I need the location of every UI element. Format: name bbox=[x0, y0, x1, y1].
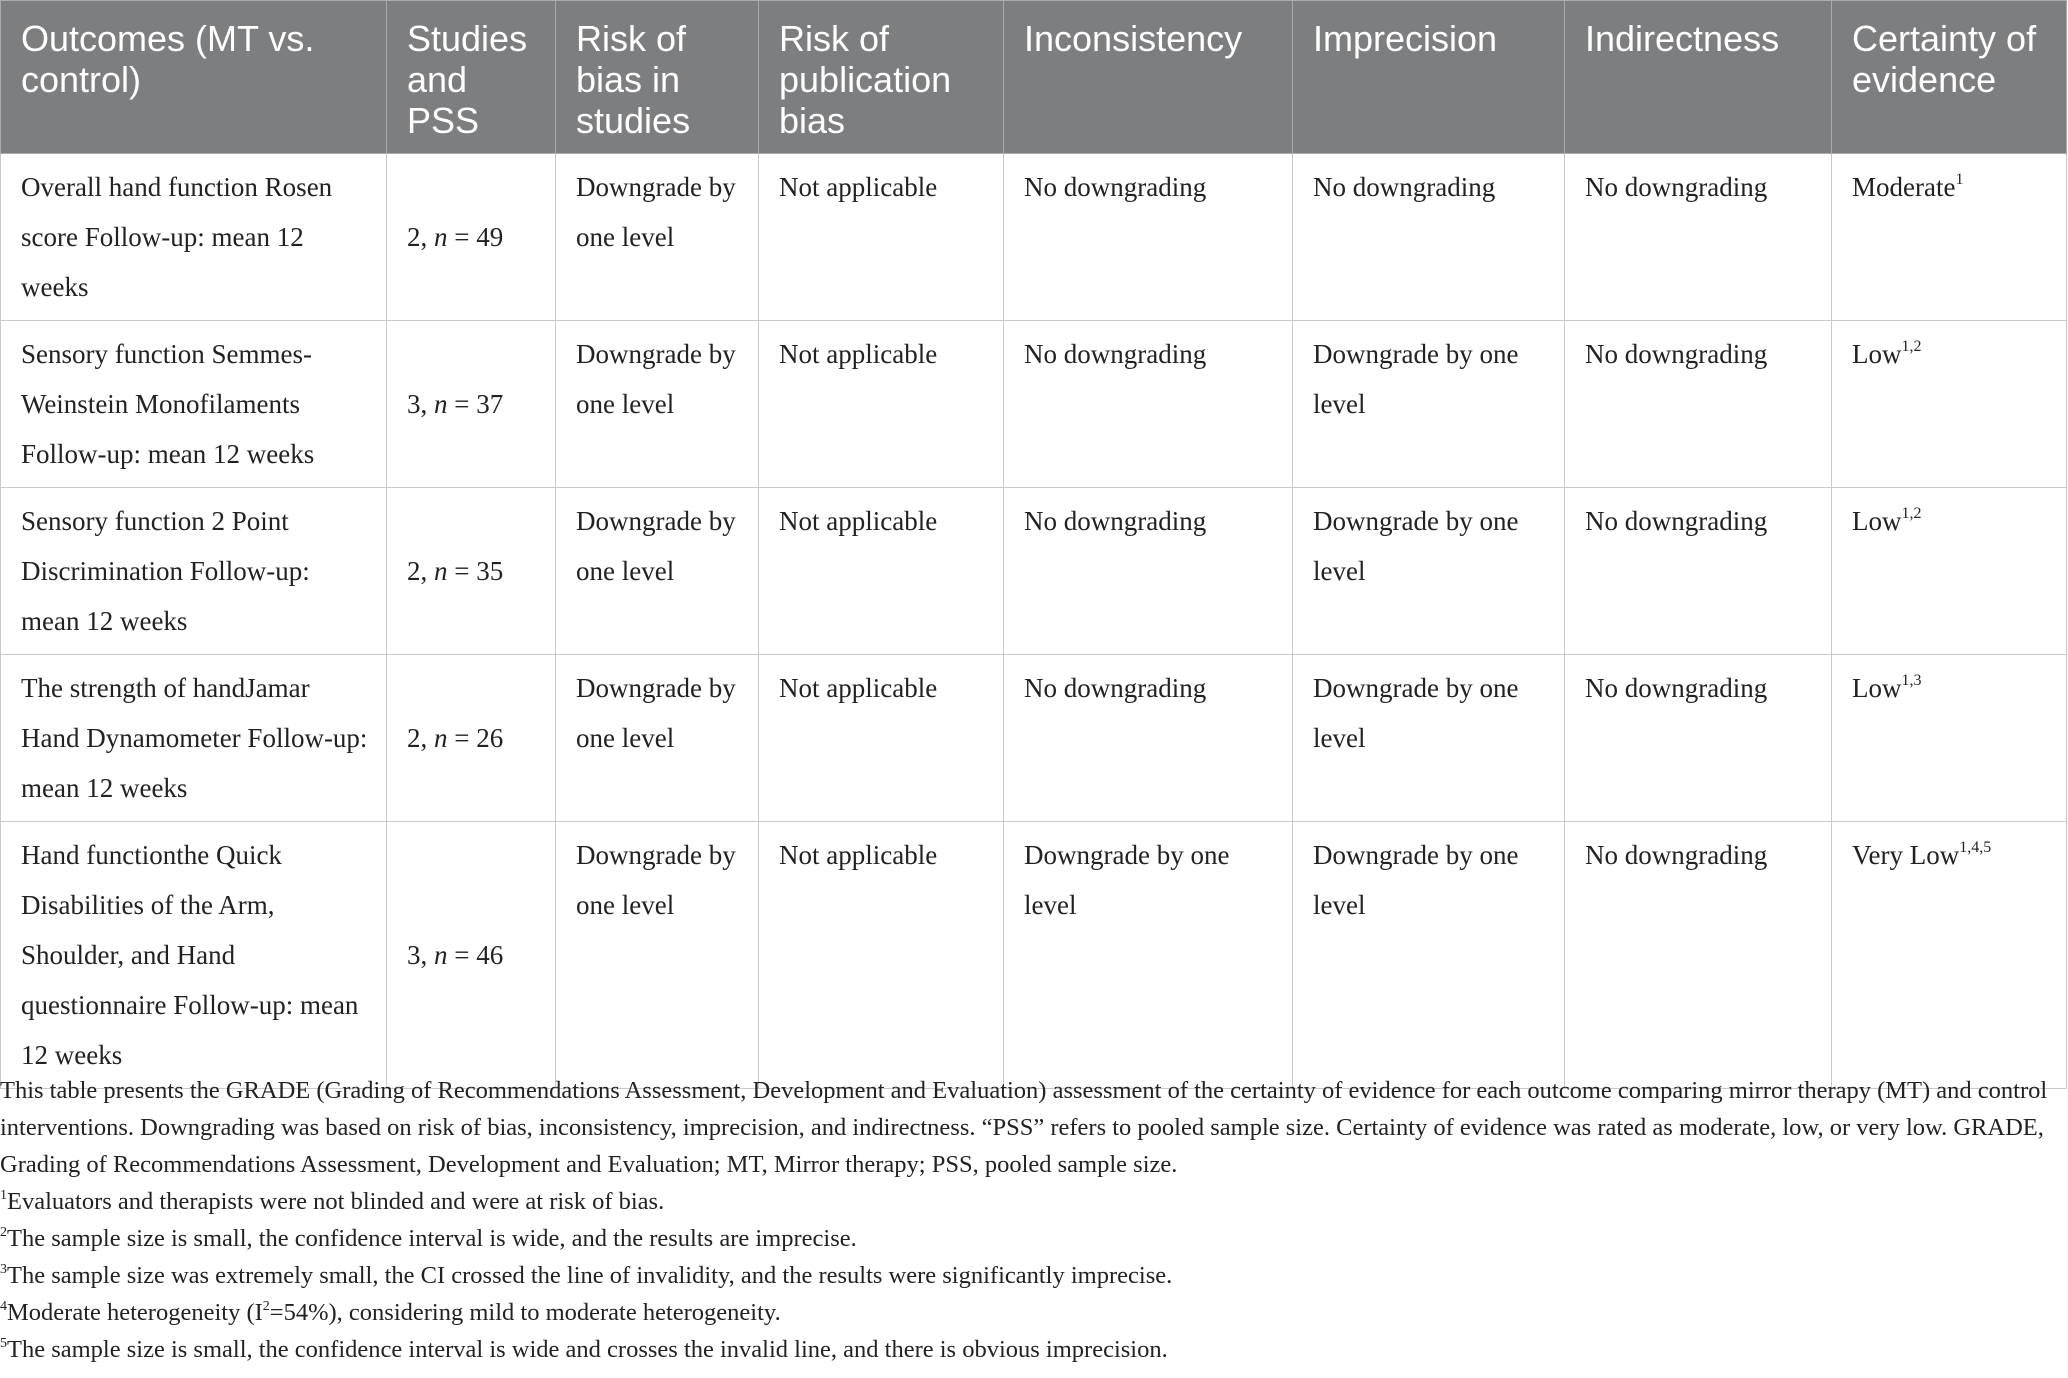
cell-indirectness: No downgrading bbox=[1565, 321, 1832, 488]
header-risk-of-bias: Risk of bias in studies bbox=[556, 1, 759, 154]
footnote-text: Evaluators and therapists were not blinded and were at risk of bias. bbox=[7, 1188, 665, 1215]
header-row bbox=[1, 1, 2067, 154]
footnote-mark: 1 bbox=[0, 1187, 7, 1203]
cell-imprecision: Downgrade by one level bbox=[1293, 822, 1565, 1089]
cell-indirectness: No downgrading bbox=[1565, 655, 1832, 822]
table-row bbox=[1, 321, 2067, 488]
cell-studies-pss bbox=[387, 655, 556, 822]
footnote-text-after: =54%), considering mild to moderate heterogeneity. bbox=[269, 1299, 781, 1326]
studies-count: 2, bbox=[407, 222, 428, 252]
cell-certainty bbox=[1832, 655, 2067, 822]
cell-inconsistency: No downgrading bbox=[1004, 488, 1293, 655]
cell-outcome: The strength of handJamar Hand Dynamometer Follow-up: mean 12 weeks bbox=[1, 655, 387, 822]
cell-studies-pss bbox=[387, 822, 556, 1089]
cell-inconsistency: No downgrading bbox=[1004, 321, 1293, 488]
footnote-mark: 4 bbox=[0, 1298, 7, 1314]
table-notes bbox=[0, 1072, 2062, 1368]
studies-count: 3, bbox=[407, 940, 428, 970]
table-body bbox=[1, 154, 2067, 1089]
header-indirectness: Indirectness bbox=[1565, 1, 1832, 154]
squared-superscript: 2 bbox=[262, 1298, 270, 1314]
cell-outcome: Sensory function 2 Point Discrimination Follow-up: mean 12 weeks bbox=[1, 488, 387, 655]
footnote-2 bbox=[0, 1220, 2062, 1257]
table-row bbox=[1, 154, 2067, 321]
cell-indirectness: No downgrading bbox=[1565, 154, 1832, 321]
cell-certainty bbox=[1832, 822, 2067, 1089]
cell-publication-bias: Not applicable bbox=[759, 822, 1004, 1089]
n-symbol: n bbox=[434, 723, 448, 753]
cell-certainty bbox=[1832, 154, 2067, 321]
header-outcomes: Outcomes (MT vs. control) bbox=[1, 1, 387, 154]
footnote-4 bbox=[0, 1294, 2062, 1331]
cell-imprecision: Downgrade by one level bbox=[1293, 488, 1565, 655]
cell-certainty bbox=[1832, 488, 2067, 655]
cell-risk-of-bias: Downgrade by one level bbox=[556, 321, 759, 488]
cell-imprecision: No downgrading bbox=[1293, 154, 1565, 321]
n-value: = 35 bbox=[447, 556, 504, 586]
cell-imprecision: Downgrade by one level bbox=[1293, 655, 1565, 822]
n-symbol: n bbox=[434, 556, 448, 586]
certainty-label: Moderate bbox=[1852, 172, 1956, 202]
header-inconsistency: Inconsistency bbox=[1004, 1, 1293, 154]
cell-inconsistency: No downgrading bbox=[1004, 655, 1293, 822]
footnote-text: The sample size is small, the confidence interval is wide, and the results are imprecise. bbox=[7, 1225, 857, 1252]
certainty-footnote-marks: 1 bbox=[1955, 171, 1964, 188]
footnote-mark: 5 bbox=[0, 1335, 7, 1351]
cell-risk-of-bias: Downgrade by one level bbox=[556, 822, 759, 1089]
cell-publication-bias: Not applicable bbox=[759, 655, 1004, 822]
footnote-1 bbox=[0, 1183, 2062, 1220]
certainty-footnote-marks: 1,3 bbox=[1901, 672, 1922, 689]
footnote-mark: 2 bbox=[0, 1224, 7, 1240]
footnote-3 bbox=[0, 1257, 2062, 1294]
n-symbol: n bbox=[434, 940, 448, 970]
n-symbol: n bbox=[434, 222, 448, 252]
table-header bbox=[1, 1, 2067, 154]
cell-publication-bias: Not applicable bbox=[759, 321, 1004, 488]
footnote-text-before: Moderate heterogeneity (I bbox=[7, 1299, 263, 1326]
cell-imprecision: Downgrade by one level bbox=[1293, 321, 1565, 488]
footnote-text: The sample size was extremely small, the CI crossed the line of invalidity, and the results were significantly imprecise. bbox=[7, 1262, 1173, 1289]
cell-risk-of-bias: Downgrade by one level bbox=[556, 488, 759, 655]
header-imprecision: Imprecision bbox=[1293, 1, 1565, 154]
cell-inconsistency: Downgrade by one level bbox=[1004, 822, 1293, 1089]
table-row bbox=[1, 655, 2067, 822]
header-certainty: Certainty of evidence bbox=[1832, 1, 2067, 154]
footnote-text: The sample size is small, the confidence interval is wide and crosses the invalid line, and there is obvious imprecision. bbox=[7, 1336, 1168, 1363]
studies-count: 3, bbox=[407, 389, 428, 419]
cell-outcome: Overall hand function Rosen score Follow-up: mean 12 weeks bbox=[1, 154, 387, 321]
cell-publication-bias: Not applicable bbox=[759, 154, 1004, 321]
certainty-label: Low bbox=[1852, 339, 1902, 369]
n-value: = 37 bbox=[447, 389, 504, 419]
studies-count: 2, bbox=[407, 556, 428, 586]
footnote-mark: 3 bbox=[0, 1261, 7, 1277]
cell-certainty bbox=[1832, 321, 2067, 488]
cell-studies-pss bbox=[387, 154, 556, 321]
cell-risk-of-bias: Downgrade by one level bbox=[556, 655, 759, 822]
table-description: This table presents the GRADE (Grading of Recommendations Assessment, Development and Evaluation) assessment of the certainty of evidence for each outcome comparing mirror therapy (MT) and control interventions. Downgrading was based on risk of bias, inconsistency, imprecision, and indirectness. “PSS” refers to pooled sample size. Certainty of evidence was rated as moderate, low, or very low. GRADE, Grading of Recommendations Assessment, Development and Evaluation; MT, Mirror therapy; PSS, pooled sample size. bbox=[0, 1077, 2048, 1178]
studies-count: 2, bbox=[407, 723, 428, 753]
certainty-footnote-marks: 1,2 bbox=[1901, 505, 1922, 522]
n-value: = 49 bbox=[447, 222, 504, 252]
n-symbol: n bbox=[434, 389, 448, 419]
certainty-label: Low bbox=[1852, 506, 1902, 536]
certainty-label: Low bbox=[1852, 673, 1902, 703]
cell-outcome: Hand functionthe Quick Disabilities of the Arm, Shoulder, and Hand questionnaire Follow-up: mean 12 weeks bbox=[1, 822, 387, 1089]
footnote-5 bbox=[0, 1331, 2062, 1368]
header-publication-bias: Risk of publication bias bbox=[759, 1, 1004, 154]
cell-studies-pss bbox=[387, 321, 556, 488]
cell-studies-pss bbox=[387, 488, 556, 655]
table-row bbox=[1, 488, 2067, 655]
cell-indirectness: No downgrading bbox=[1565, 822, 1832, 1089]
n-value: = 46 bbox=[447, 940, 504, 970]
certainty-footnote-marks: 1,2 bbox=[1901, 338, 1922, 355]
certainty-label: Very Low bbox=[1852, 840, 1960, 870]
n-value: = 26 bbox=[447, 723, 504, 753]
certainty-footnote-marks: 1,4,5 bbox=[1959, 839, 1992, 856]
cell-risk-of-bias: Downgrade by one level bbox=[556, 154, 759, 321]
cell-outcome: Sensory function Semmes-Weinstein Monofilaments Follow-up: mean 12 weeks bbox=[1, 321, 387, 488]
header-studies-pss: Studies and PSS bbox=[387, 1, 556, 154]
cell-inconsistency: No downgrading bbox=[1004, 154, 1293, 321]
cell-publication-bias: Not applicable bbox=[759, 488, 1004, 655]
table-row bbox=[1, 822, 2067, 1089]
cell-indirectness: No downgrading bbox=[1565, 488, 1832, 655]
